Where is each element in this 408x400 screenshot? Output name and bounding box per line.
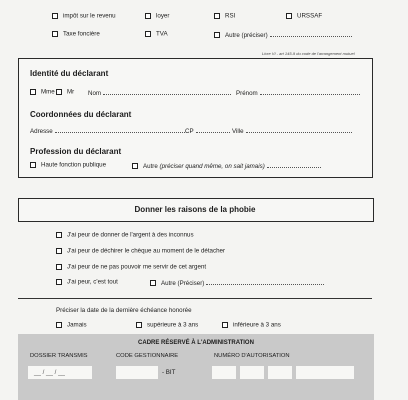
nom-field[interactable]: Nom xyxy=(88,89,231,97)
checkbox[interactable] xyxy=(145,31,151,37)
option-autre[interactable]: Autre (préciser) xyxy=(214,31,352,39)
legal-reference: Livre VI - art 145-9 du code de l'arrangement mutuel xyxy=(262,51,355,56)
autorisation-field[interactable] xyxy=(296,366,354,379)
option-impot-revenu[interactable]: impôt sur le revenu xyxy=(52,13,116,20)
checkbox[interactable] xyxy=(56,322,62,328)
option-haute-fonction[interactable]: Haute fonction publique xyxy=(30,162,106,169)
phobie-item[interactable]: J'ai peur de ne pas pouvoir me servir de cet argent xyxy=(56,264,206,271)
autorisation-field[interactable] xyxy=(268,366,292,379)
numero-label: NUMÉRO D'AUTORISATION xyxy=(214,353,290,359)
phobie-item[interactable]: J'ai peur, c'est tout xyxy=(56,279,118,286)
cp-field[interactable]: CP xyxy=(185,127,230,135)
date-placeholder: __ / __ / __ xyxy=(34,369,65,376)
adresse-field[interactable]: Adresse xyxy=(30,127,185,135)
code-gestionnaire-field[interactable] xyxy=(116,366,158,379)
identite-title: Identité du déclarant xyxy=(30,69,109,78)
checkbox[interactable] xyxy=(145,13,151,19)
phobie-item[interactable]: J'ai peur de déchirer le chèque au moment de le détacher xyxy=(56,248,225,255)
checkbox[interactable] xyxy=(56,248,62,254)
prenom-field[interactable]: Prénom xyxy=(236,89,360,97)
bit-label: - BIT xyxy=(162,369,176,376)
autorisation-field[interactable] xyxy=(212,366,236,379)
checkbox[interactable] xyxy=(56,89,62,95)
dossier-label: DOSSIER TRANSMIS xyxy=(30,353,88,359)
coordonnees-title: Coordonnées du déclarant xyxy=(30,110,132,119)
checkbox[interactable] xyxy=(52,13,58,19)
code-label: CODE GESTIONNAIRE xyxy=(116,353,179,359)
option-urssaf[interactable]: URSSAF xyxy=(286,13,322,20)
checkbox[interactable] xyxy=(214,32,220,38)
echeance-inferieure[interactable]: inférieure à 3 ans xyxy=(222,322,281,329)
checkbox[interactable] xyxy=(30,89,36,95)
phobie-title: Donner les raisons de la phobie xyxy=(134,205,256,214)
checkbox[interactable] xyxy=(286,13,292,19)
option-mr[interactable]: Mr xyxy=(56,89,74,96)
checkbox[interactable] xyxy=(56,232,62,238)
checkbox[interactable] xyxy=(150,280,156,286)
option-profession-autre[interactable]: Autre (préciser quand même, on sait jamais) xyxy=(132,162,321,170)
phobie-autre[interactable]: Autre (Préciser) xyxy=(150,279,324,287)
option-taxe-fonciere[interactable]: Taxe foncière xyxy=(52,31,100,38)
admin-title: CADRE RÉSERVÉ À L'ADMINISTRATION xyxy=(138,340,254,346)
option-tva[interactable]: TVA xyxy=(145,31,168,38)
echeance-jamais[interactable]: Jamais xyxy=(56,322,87,329)
option-mme[interactable]: Mme xyxy=(30,89,55,96)
checkbox[interactable] xyxy=(132,163,138,169)
checkbox[interactable] xyxy=(56,264,62,270)
checkbox[interactable] xyxy=(136,322,142,328)
ville-field[interactable]: Ville xyxy=(232,127,352,135)
checkbox[interactable] xyxy=(52,31,58,37)
option-rsi[interactable]: RSI xyxy=(214,13,235,20)
checkbox[interactable] xyxy=(222,322,228,328)
separator xyxy=(18,298,372,299)
checkbox[interactable] xyxy=(214,13,220,19)
option-loyer[interactable]: loyer xyxy=(145,13,169,20)
autorisation-field[interactable] xyxy=(240,366,264,379)
echeance-superieure[interactable]: supérieure à 3 ans xyxy=(136,322,198,329)
echeance-label: Préciser la date de la dernière échéance honorée xyxy=(56,307,192,314)
profession-title: Profession du déclarant xyxy=(30,147,122,156)
phobie-item[interactable]: J'ai peur de donner de l'argent à des inconnus xyxy=(56,232,194,239)
autre-line[interactable] xyxy=(270,31,352,37)
checkbox[interactable] xyxy=(30,162,36,168)
checkbox[interactable] xyxy=(56,279,62,285)
